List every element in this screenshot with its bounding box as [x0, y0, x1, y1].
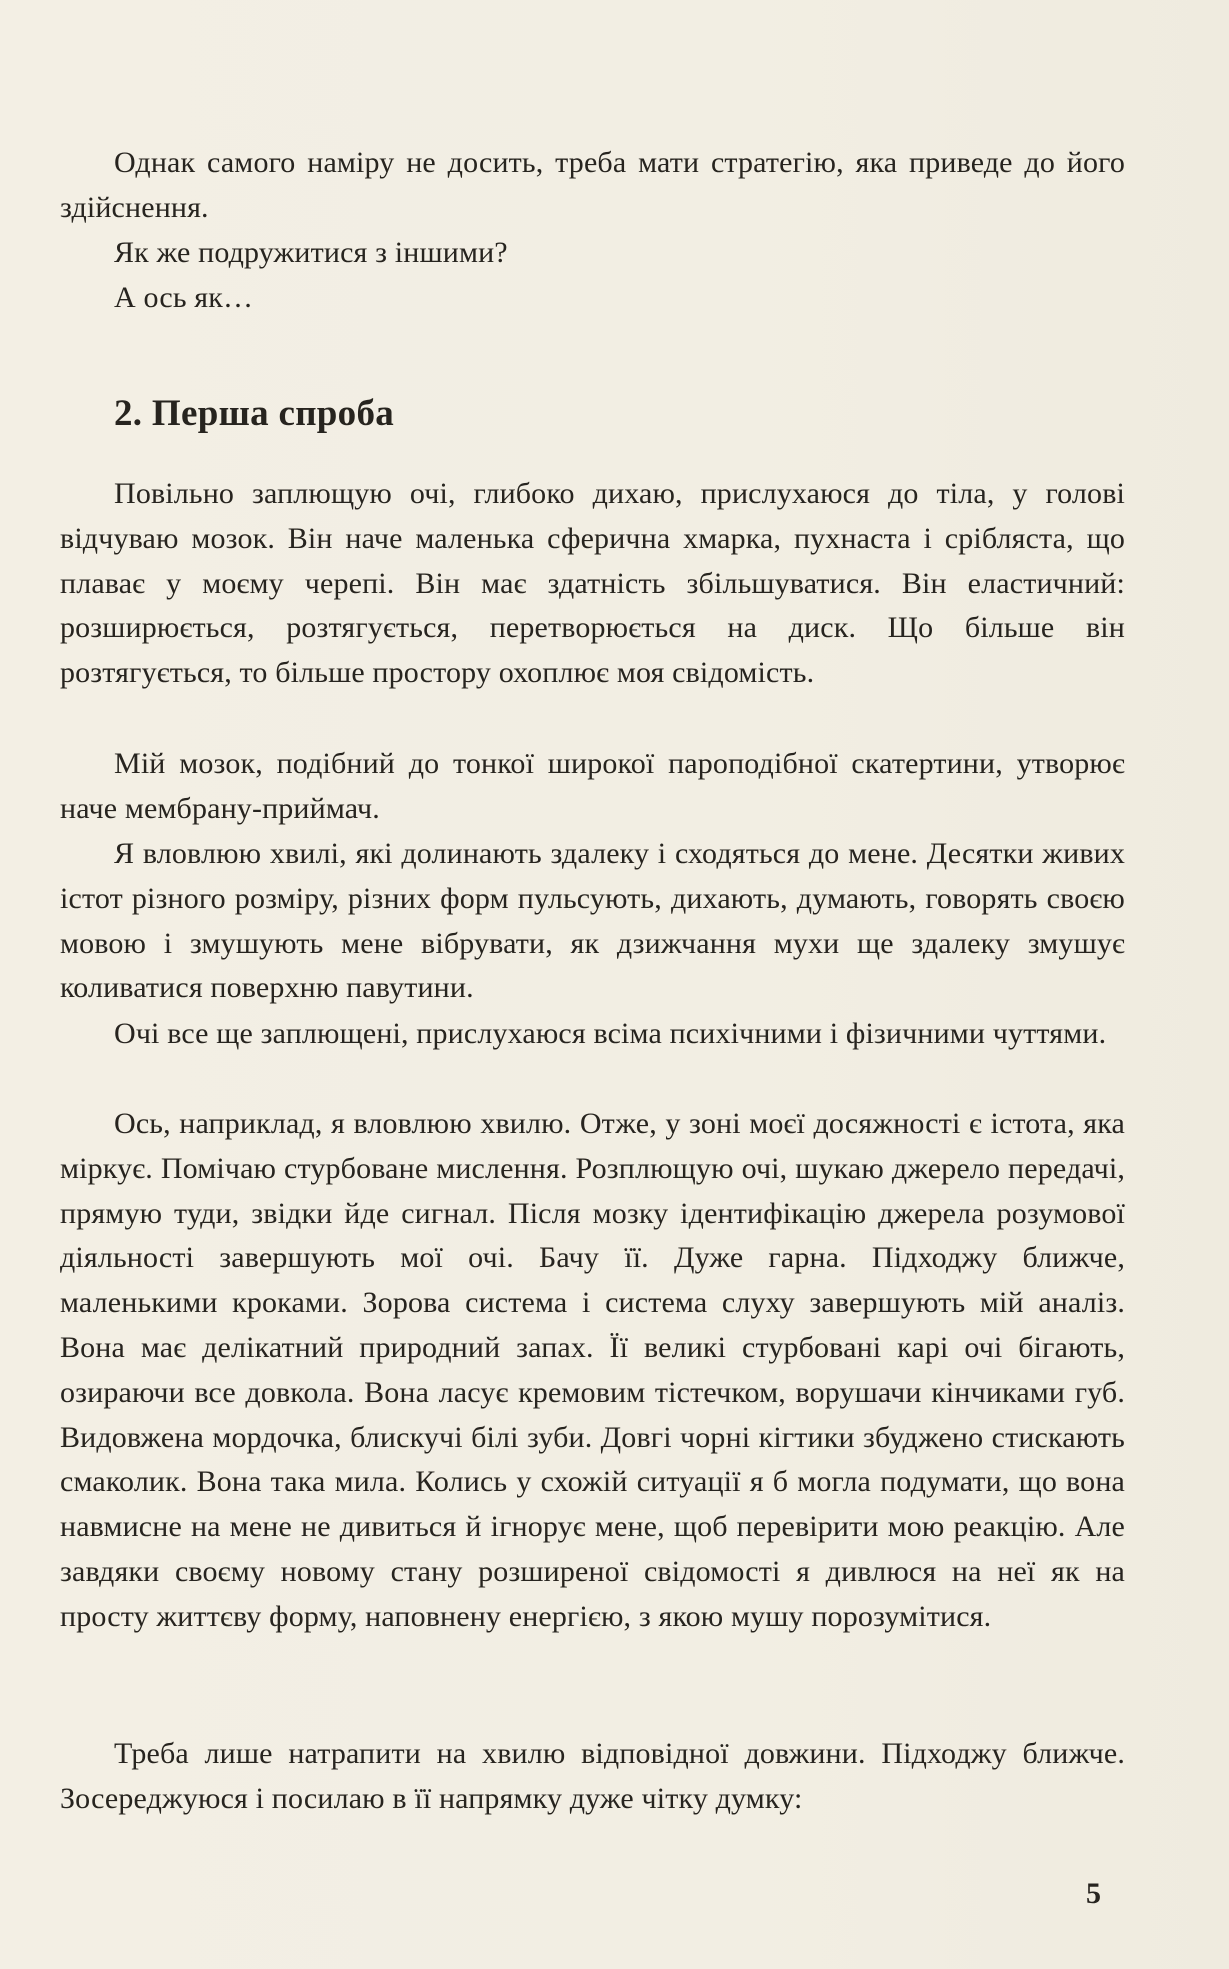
paragraph-intro-answer: А ось як…	[114, 281, 254, 314]
paragraph-wavelength: Треба лише натрапити на хвилю відповідної довжини. Підходжу ближче. Зосереджуюся і посилаю в її напрямку дуже чітку думку:	[60, 1737, 1125, 1815]
paragraph-intro-strategy: Однак самого наміру не досить, треба мати стратегію, яка приведе до його здійснення.	[60, 146, 1125, 224]
paragraph-catching-waves: Я вловлюю хвилі, які долинають здалеку і сходяться до мене. Десятки живих істот різного розміру, різних форм пульсують, дихають, думають, говорять своєю мовою і змушують мене вібрувати, як дзижчання мухи ще здалеку змушує коливатися поверхню павутини.	[60, 837, 1125, 1005]
paragraph-observation: Ось, наприклад, я вловлюю хвилю. Отже, у зоні моєї досяжності є істота, яка міркує. Помічаю стурбоване мислення. Розплющую очі, шукаю джерело передачі, прямую туди, звідки йде сигнал. Після мозку ідентифікацію джерела розумової діяльності завершують мої очі. Бачу її. Дуже гарна. Підходжу ближче, маленькими кроками. Зорова система і система слуху завершують мій аналіз. Вона має делікатний природний запах. Її великі стурбовані карі очі бігають, озираючи все довкола. Вона ласує кремовим тістечком, ворушачи кінчиками губ. Видовжена мордочка, блискучі білі зуби. Довгі чорні кігтики збуджено стискають смаколик. Вона така мила. Колись у схожій ситуації я б могла подумати, що вона навмисне на мене не дивиться й ігнорує мене, щоб перевірити мою реакцію. Але завдяки своєму новому стану розширеної свідомості я дивлюся на неї як на просту життєву форму, наповнену енергією, з якою мушу порозумітися.	[60, 1107, 1125, 1633]
paragraph-brain-cloud: Повільно заплющую очі, глибоко дихаю, прислухаюся до тіла, у голові відчуваю мозок. Він наче маленька сферична хмарка, пухнаста і срібляста, що плаває у моєму черепі. Він має здатність збільшуватися. Він еластичний: розширюється, розтягується, перетворюється на диск. Що більше він розтягується, то більше простору охоплює моя свідомість.	[60, 477, 1125, 690]
paragraph-brain-membrane: Мій мозок, подібний до тонкої широкої пароподібної скатертини, утворює наче мембрану-приймач.	[60, 747, 1125, 825]
page-number: 5	[1086, 1877, 1101, 1910]
section-heading: 2. Перша спроба	[114, 393, 395, 434]
paragraph-intro-question: Як же подружитися з іншими?	[114, 236, 508, 269]
paragraph-eyes-closed: Очі все ще заплющені, прислухаюся всіма психічними і фізичними чуттями.	[114, 1017, 1107, 1050]
